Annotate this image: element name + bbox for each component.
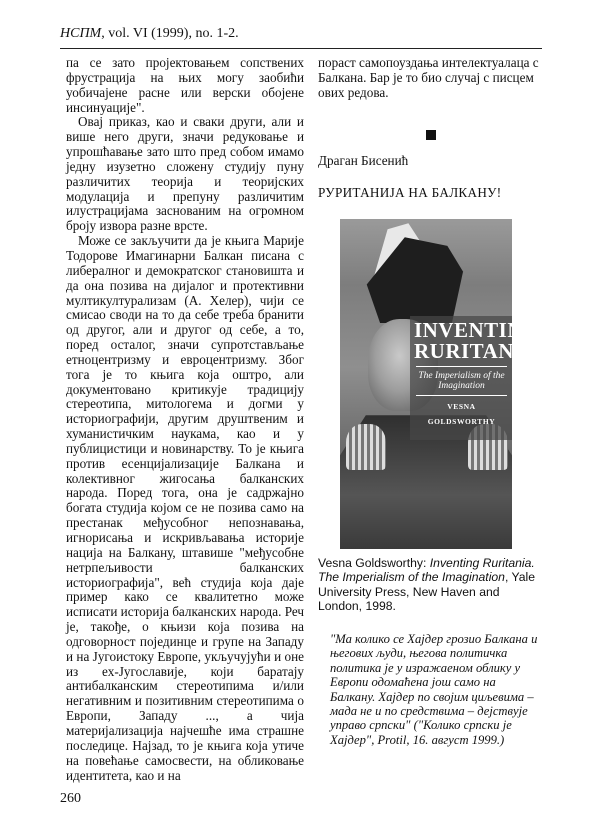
page-number: 260	[60, 791, 81, 806]
cover-caption	[318, 556, 544, 613]
review-title: РУРИТАНИЈА НА БАЛКАНУ!	[318, 185, 502, 201]
caption-publisher: , Yale University Press, New Haven and London, 1998.	[318, 570, 536, 613]
paragraph: Овај приказ, као и сваки други, али и више него други, значи редуковање и упрошћавање зато што пред собом имамо једну изузетно сложену студију пуну различитих теорија и теоријских модулација и препуну различитим илустрацијама заснованим на огромном броју извора разне врсте.	[66, 114, 304, 234]
cover-subtitle: The Imperialism of the Imagination	[418, 371, 505, 392]
cover-title-band	[410, 316, 540, 440]
paragraph: па се зато пројектовањем сопствених фрустрација на њих могу заобићи уобичајене расне или верски обојене инсинуације".	[66, 55, 304, 115]
review-author: Драган Бисенић	[318, 152, 409, 168]
header-rule	[60, 48, 542, 49]
section-separator	[426, 130, 436, 140]
cover-title-line2: RURITANIA	[414, 339, 539, 364]
caption-title: Inventing Ruritania. The Imperialism of the Imagination	[318, 556, 535, 585]
journal-name: НСПМ	[60, 26, 102, 41]
cover-divider	[416, 395, 507, 396]
book-cover-image	[340, 219, 540, 549]
caption-author: Vesna Goldsworthy:	[318, 556, 430, 571]
right-column	[318, 56, 544, 747]
volume-issue: , vol. VI (1999), no. 1-2.	[101, 26, 239, 41]
running-head	[60, 26, 239, 42]
paragraph: Може се закључити да је књига Марије Тодорове Имагинарни Балкан писана с либералног и демократског становишта и да она позива на дијалог и протективни мултикултурализам (А. Хелер), чији се смисао своди на то да себе треба бранити од другог, али и другог од себе, а то, поред осталог, значи супротстављање етноцентризму и евроцентризму. Због тога је то књига која оштро, али документовано критикује традицију стереотипа, митологема и догми у историографији, другим друштвеним и хуманистичким наукама, као и у публицистици и новинарству. То је књига против есенцијализације Балкана и колективног жигосања балканских народа. Поред тога, она је садржајно богата студија којом се не позива само на престанак међусобног непознавања, игнорисања и искривљавања историје нација на Балкану, штавише "међусобне нетрпељивости балканских историографија", већ студија која даје пример како се квалитетно може исписати историја балканских народа. Реч је, такође, о књизи која позива на одговорност појединце и групе на Западу и на Југоистоку Европе, укључујући и оне из ex-Југославије, који баратају антибалканским стереотипима и/или негативним и позитивним стереотипима о Европи, Западу ..., а чија материјализација најчешће има страшне последице. Најзад, то је књига која утиче на повећање самосвести, на обликовање идентитета, као и на	[66, 233, 305, 783]
paragraph-continuation: пораст самопоуздања интелектуалаца с Балкана. Бар је то био случај с писцем ових редова.	[318, 55, 539, 100]
cover-author: VESNA GOLDSWORTHY	[427, 402, 496, 427]
cover-divider	[416, 366, 507, 367]
left-column	[66, 56, 304, 783]
cover-epaulette-left	[346, 424, 386, 470]
cover-hat	[360, 237, 472, 323]
epigraph-quote: "Ма колико се Хајдер грозио Балкана и његових људи, његова политичка политика је у изражаеном облику у Европи одомаћена још само на Балкану. Хајдер по својим циљевима – мада не и по средствима – дејствује управо српски" ("Колико српски је Хајдер", Protil, 16. август 1999.)	[330, 632, 538, 747]
cover-title-line1: INVENTING	[414, 318, 540, 343]
